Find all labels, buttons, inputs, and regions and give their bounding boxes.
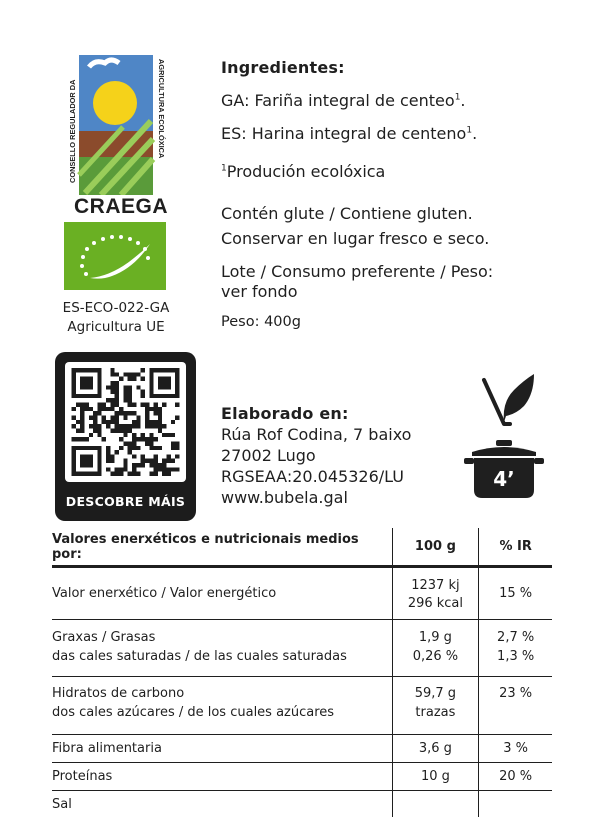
craega-ring-left: CONSELLO REGULADOR DA [68, 79, 77, 183]
qr-code[interactable] [65, 362, 186, 482]
craega-emblem-icon [65, 55, 177, 195]
craega-ring-right: AGRICULTURA ECOLÓXICA [157, 59, 166, 159]
nutrient-value: 59,7 g [393, 684, 479, 703]
nutrient-ir: 15 % [479, 567, 552, 620]
nutrient-value: 3,6 g [392, 735, 479, 763]
ingredients-es [221, 124, 477, 143]
nutrient-value: 1237 kj [393, 577, 479, 595]
ingredients-es-sup: 1 [466, 126, 472, 136]
nutrient-ir [479, 791, 552, 817]
nutrient-ir: 3 % [479, 735, 552, 763]
producer-title: Elaborado en: [221, 404, 349, 423]
allergen-line: Contén glute / Contiene gluten. [221, 204, 473, 223]
nutrient-sublabel: dos cales azúcares / de los cuales azúcares [52, 703, 392, 722]
nutrition-header-100g: 100 g [392, 528, 479, 567]
nutrient-value-secondary: 0,26 % [393, 647, 479, 666]
ingredients-ga [221, 91, 466, 110]
producer-address2: 27002 Lugo [221, 446, 316, 465]
vegan-leaf-icon [480, 372, 536, 430]
craega-name: CRAEGA [67, 195, 175, 219]
organic-note-sup: 1 [221, 164, 227, 174]
nutrient-label: Proteínas [52, 763, 392, 791]
nutrition-header-row [52, 528, 552, 567]
nutrient-value: 10 g [392, 763, 479, 791]
qr-code-box[interactable] [55, 352, 196, 521]
producer-rgseaa: RGSEAA:20.045326/LU [221, 467, 404, 486]
ingredients-ga-end: . [460, 91, 465, 110]
nutrient-value-secondary: trazas [393, 703, 479, 722]
ingredients-title: Ingredientes: [221, 58, 345, 77]
nutrient-ir: 23 % [479, 684, 552, 703]
nutrition-header-ir: % IR [479, 528, 552, 567]
storage-line: Conservar en lugar fresco e seco. [221, 229, 489, 248]
organic-note [221, 162, 385, 181]
nutrient-ir: 20 % [479, 763, 552, 791]
eco-code-line2: Agricultura UE [55, 318, 177, 337]
nutrient-ir-secondary: 1,3 % [479, 647, 552, 666]
ingredients-es-text: ES: Harina integral de centeno [221, 124, 466, 143]
nutrient-ir: 2,7 % [479, 628, 552, 647]
eu-organic-leaf-icon [64, 222, 166, 290]
nutrient-sublabel: das cales saturadas / de las cuales saturadas [52, 647, 392, 666]
nutrient-value-secondary: 296 kcal [393, 595, 479, 613]
producer-website[interactable]: www.bubela.gal [221, 488, 348, 507]
nutrition-table [52, 528, 552, 817]
lot-line: Lote / Consumo preferente / Peso: [221, 262, 493, 281]
ingredients-ga-sup: 1 [455, 93, 461, 103]
eco-code-line1: ES-ECO-022-GA [55, 299, 177, 318]
qr-code-icon [71, 368, 180, 476]
cook-time-label: 4’ [493, 467, 515, 491]
ingredients-es-end: . [472, 124, 477, 143]
nutrient-label: Fibra alimentaria [52, 735, 392, 763]
table-row [52, 791, 552, 817]
producer-address1: Rúa Rof Codina, 7 baixo [221, 425, 411, 444]
nutrient-value [392, 791, 479, 817]
nutrient-label: Hidratos de carbono [52, 684, 392, 703]
weight-label: Peso: 400g [221, 314, 301, 330]
nutrient-value: 1,9 g [393, 628, 479, 647]
nutrient-label: Graxas / Grasas [52, 628, 392, 647]
nutrient-label: Valor enerxético / Valor energético [52, 567, 392, 620]
table-row [52, 567, 552, 620]
ingredients-ga-text: GA: Fariña integral de centeo [221, 91, 455, 110]
cooking-pot-icon [462, 438, 546, 500]
lot-line-2: ver fondo [221, 282, 297, 301]
qr-label: DESCOBRE MÁIS [55, 494, 196, 509]
nutrient-label: Sal [52, 791, 392, 817]
nutrition-header-label: Valores enerxéticos e nutricionais medios por: [52, 528, 392, 567]
table-row [52, 620, 552, 677]
organic-note-text: Produción ecolóxica [227, 162, 386, 181]
craega-logo [65, 55, 177, 215]
table-row [52, 677, 552, 735]
eco-certification-code [55, 299, 177, 337]
table-row [52, 735, 552, 763]
table-row [52, 763, 552, 791]
